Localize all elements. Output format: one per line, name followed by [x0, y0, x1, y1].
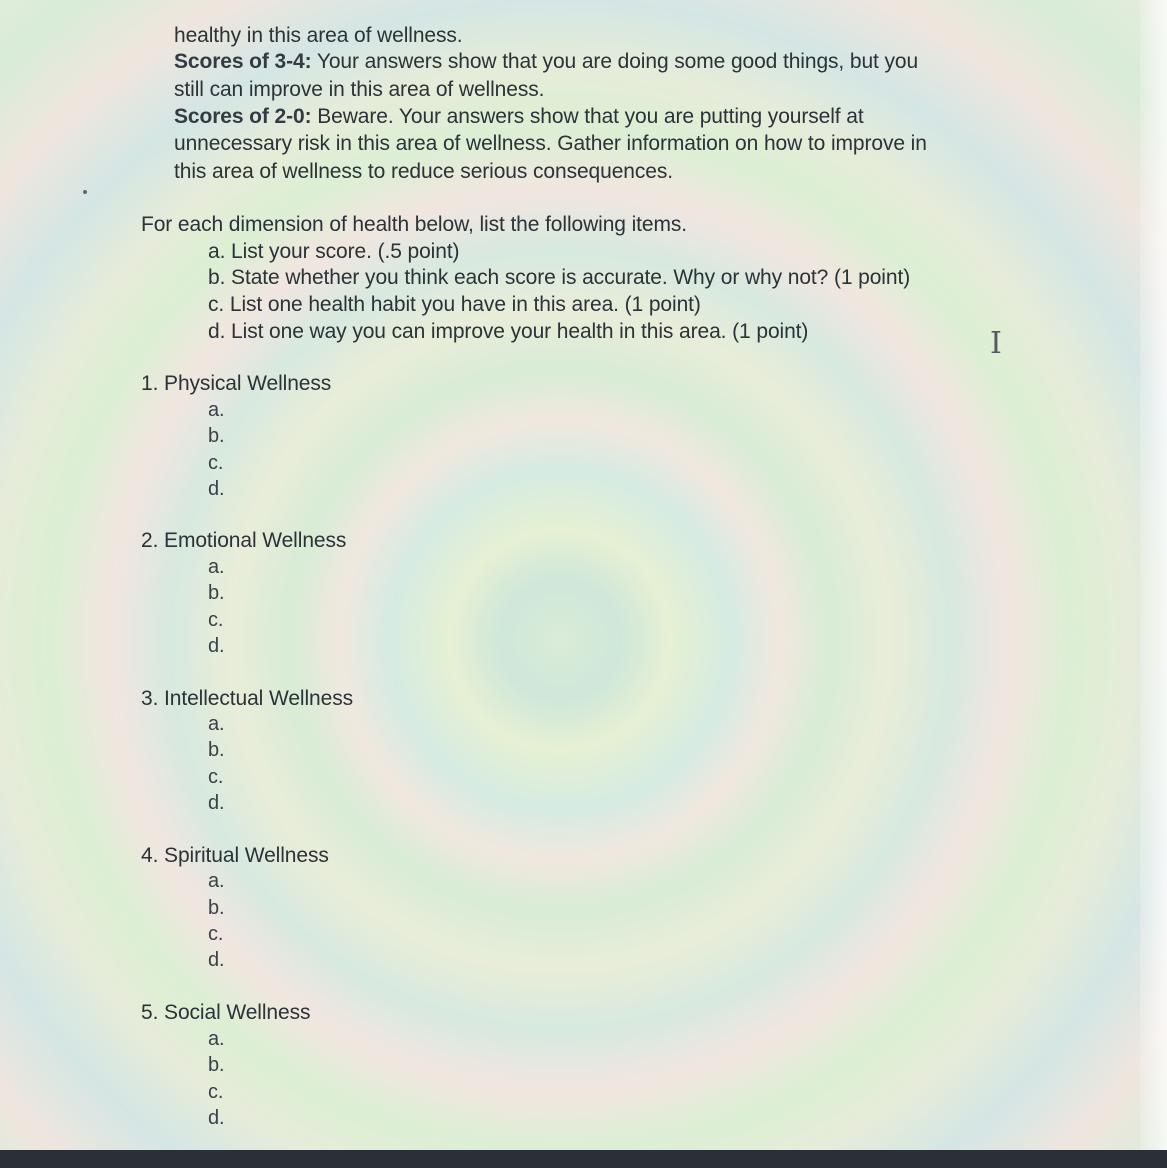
answer-b[interactable]: b.	[208, 739, 225, 761]
score-2-0-cont-text-1: unnecessary risk in this area of wellness. Gather information on how to improve in	[174, 132, 927, 155]
section-title-emotional: 2. Emotional Wellness	[141, 529, 347, 552]
answer-a[interactable]: a.	[208, 1028, 225, 1050]
score-3-4-line	[174, 48, 918, 75]
answer-b[interactable]: b.	[208, 582, 225, 604]
score-2-0-continuation-1	[174, 130, 927, 157]
intro-line	[174, 22, 463, 49]
answer-a[interactable]: a.	[208, 713, 225, 735]
instruction-item-d: d. List one way you can improve your health in this area. (1 point)	[208, 320, 809, 343]
instruction-item-c: c. List one health habit you have in this area. (1 point)	[208, 293, 701, 316]
score-2-0-cont-text-2: this area of wellness to reduce serious consequences.	[174, 160, 673, 183]
answer-b[interactable]: b.	[208, 897, 225, 919]
answer-b[interactable]: b.	[208, 425, 225, 447]
score-2-0-continuation-2	[174, 158, 673, 185]
section-title-physical: 1. Physical Wellness	[141, 372, 332, 395]
answer-c[interactable]: c.	[208, 923, 224, 945]
page-edge	[1140, 0, 1167, 1150]
score-3-4-continuation	[174, 76, 544, 103]
score-3-4-text: Your answers show that you are doing some good things, but you	[311, 50, 919, 73]
score-2-0-line	[174, 103, 864, 130]
instructions-heading: For each dimension of health below, list the following items.	[141, 213, 688, 236]
text-cursor-icon: I	[990, 326, 1002, 361]
answer-c[interactable]: c.	[208, 766, 224, 788]
stray-mark	[83, 190, 87, 194]
answer-a[interactable]: a.	[208, 870, 225, 892]
instruction-item-a: a. List your score. (.5 point)	[208, 240, 460, 263]
instruction-item-b: b. State whether you think each score is accurate. Why or why not? (1 point)	[208, 266, 911, 289]
section-title-spiritual: 4. Spiritual Wellness	[141, 844, 329, 867]
answer-c[interactable]: c.	[208, 609, 224, 631]
taskbar	[0, 1150, 1167, 1168]
score-3-4-label: Scores of 3-4:	[174, 50, 312, 73]
score-2-0-text: Beware. Your answers show that you are putting yourself at	[311, 105, 864, 128]
answer-d[interactable]: d.	[208, 635, 225, 657]
answer-a[interactable]: a.	[208, 399, 225, 421]
answer-d[interactable]: d.	[208, 478, 225, 500]
section-title-intellectual: 3. Intellectual Wellness	[141, 687, 353, 710]
answer-d[interactable]: d.	[208, 949, 225, 971]
answer-c[interactable]: c.	[208, 452, 224, 474]
intro-text: healthy in this area of wellness.	[174, 24, 463, 47]
score-2-0-label: Scores of 2-0:	[174, 105, 312, 128]
answer-a[interactable]: a.	[208, 556, 225, 578]
answer-b[interactable]: b.	[208, 1054, 225, 1076]
answer-c[interactable]: c.	[208, 1081, 224, 1103]
score-3-4-cont-text: still can improve in this area of wellness.	[174, 78, 545, 101]
answer-d[interactable]: d.	[208, 1107, 225, 1129]
answer-d[interactable]: d.	[208, 792, 225, 814]
section-title-social: 5. Social Wellness	[141, 1001, 311, 1024]
